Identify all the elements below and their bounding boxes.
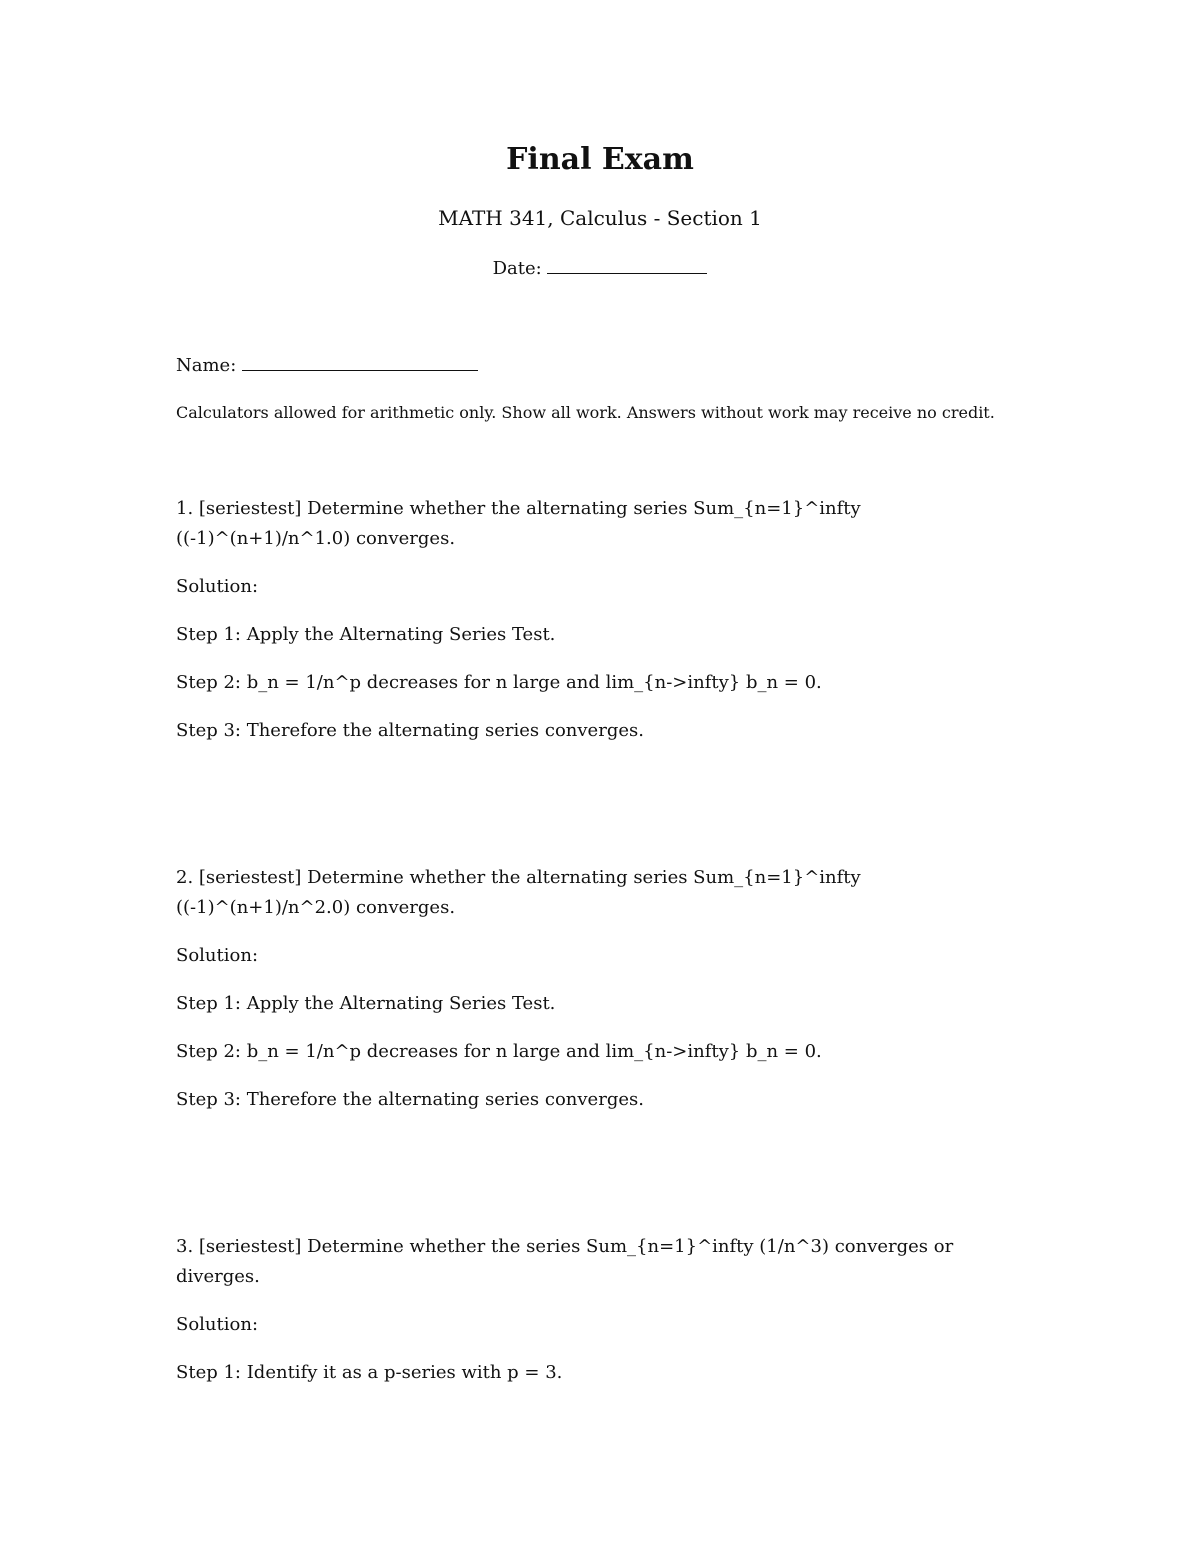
name-blank [242,352,478,371]
problem-question: 2. [seriestest] Determine whether the alternating series Sum_{n=1}^infty ((-1)^(n+1)/n^2.0) converges. [176,867,861,918]
solution-step: Step 1: Apply the Alternating Series Test. [176,993,556,1014]
date-blank [547,255,707,274]
page-title: Final Exam [506,142,694,177]
course-subtitle: MATH 341, Calculus - Section 1 [438,206,762,230]
solution-label: Solution: [176,1314,259,1335]
solution-step: Step 2: b_n = 1/n^p decreases for n large and lim_{n->infty} b_n = 0. [176,1041,822,1062]
solution-step: Step 1: Identify it as a p-series with p = 3. [176,1362,563,1383]
solution-step: Step 2: b_n = 1/n^p decreases for n large and lim_{n->infty} b_n = 0. [176,672,822,693]
name-line [176,352,478,380]
date-line [0,255,1200,283]
problem-1 [176,494,976,764]
solution-step: Step 3: Therefore the alternating series converges. [176,1089,644,1110]
solution-label: Solution: [176,576,259,597]
problem-question: 3. [seriestest] Determine whether the series Sum_{n=1}^infty (1/n^3) converges or diverges. [176,1236,954,1287]
exam-instructions: Calculators allowed for arithmetic only. Show all work. Answers without work may receive no credit. [176,403,995,422]
solution-step: Step 1: Apply the Alternating Series Test. [176,624,556,645]
solution-label: Solution: [176,945,259,966]
date-label: Date: [492,258,542,279]
name-label: Name: [176,355,237,376]
problem-question: 1. [seriestest] Determine whether the alternating series Sum_{n=1}^infty ((-1)^(n+1)/n^1.0) converges. [176,498,861,549]
problem-2 [176,863,976,1133]
solution-step: Step 3: Therefore the alternating series converges. [176,720,644,741]
problem-3 [176,1232,976,1406]
